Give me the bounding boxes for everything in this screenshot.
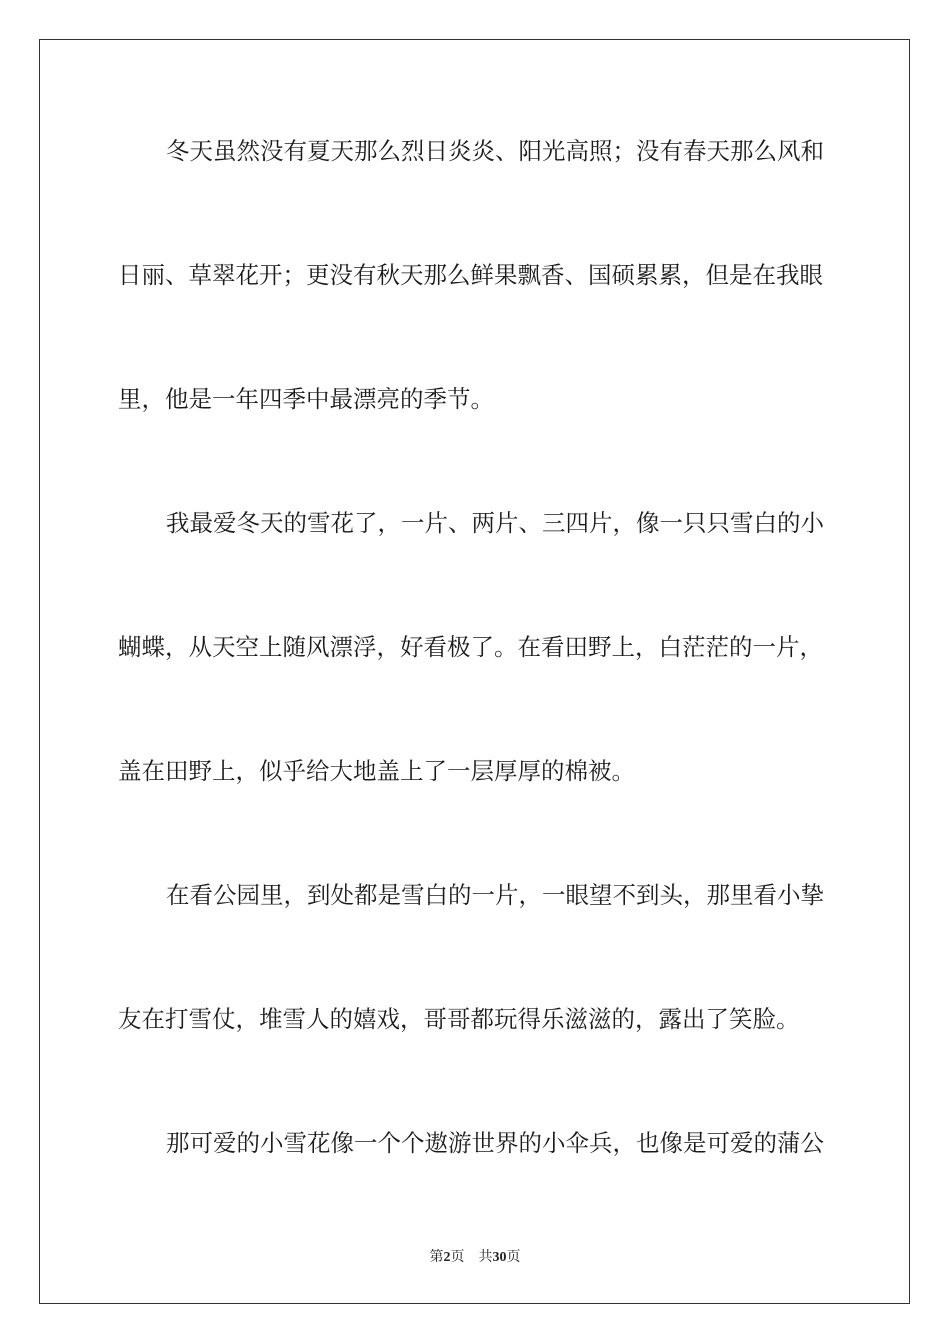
- page-number: 2: [443, 1250, 451, 1265]
- paragraph-1-line-3: 里，他是一年四季中最漂亮的季节。: [118, 385, 494, 413]
- page-border: [39, 39, 910, 1304]
- page-number-prefix: 第: [429, 1249, 444, 1265]
- page-footer: [0, 1248, 950, 1267]
- paragraph-1-line-1: 冬天虽然没有夏天那么烈日炎炎、阳光高照；没有春天那么风和: [166, 137, 824, 165]
- paragraph-4-line-1: 那可爱的小雪花像一个个遨游世界的小伞兵，也像是可爱的蒲公: [166, 1129, 824, 1157]
- paragraph-3-line-1: 在看公园里，到处都是雪白的一片，一眼望不到头，那里看小挚: [166, 881, 824, 909]
- total-pages: 30: [492, 1250, 507, 1265]
- total-pages-suffix: 页: [506, 1249, 521, 1265]
- paragraph-2-line-1: 我最爱冬天的雪花了，一片、两片、三四片，像一只只雪白的小: [166, 509, 824, 537]
- page-number-suffix: 页: [450, 1249, 465, 1265]
- paragraph-2-line-3: 盖在田野上，似乎给大地盖上了一层厚厚的棉被。: [118, 757, 635, 785]
- total-pages-prefix: 共: [478, 1249, 493, 1265]
- paragraph-2-line-2: 蝴蝶，从天空上随风漂浮，好看极了。在看田野上，白茫茫的一片，: [118, 633, 823, 661]
- paragraph-1-line-2: 日丽、草翠花开；更没有秋天那么鲜果飘香、国硕累累，但是在我眼: [118, 261, 823, 289]
- paragraph-3-line-2: 友在打雪仗，堆雪人的嬉戏，哥哥都玩得乐滋滋的，露出了笑脸。: [118, 1005, 800, 1033]
